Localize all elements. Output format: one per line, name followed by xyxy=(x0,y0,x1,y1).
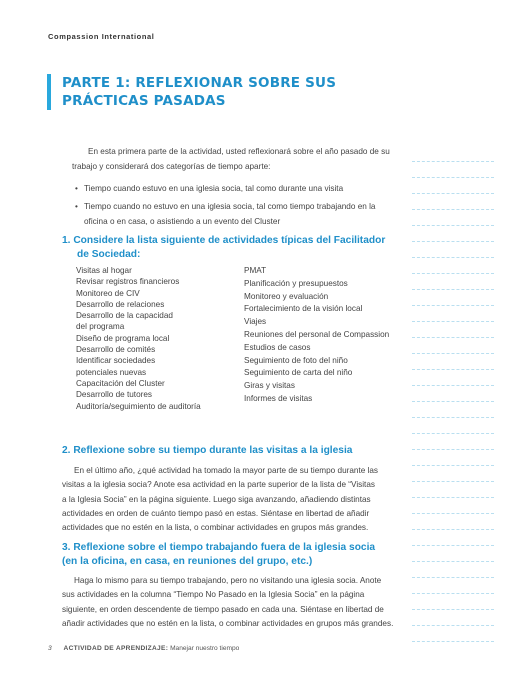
section-3-heading-line-2: (en la oficina, en casa, en reuniones del grupo, etc.) xyxy=(62,556,313,567)
page-footer xyxy=(48,645,239,652)
activity-item: Desarrollo de comités xyxy=(76,345,156,355)
paragraph-line: sus actividades en la columna “Tiempo No Pasado en la Iglesia Socia” en la página xyxy=(62,590,365,600)
note-line xyxy=(412,210,494,226)
note-line xyxy=(412,194,494,210)
activity-item: Desarrollo de la capacidad xyxy=(76,311,173,321)
section-1-heading-line-1: 1. Considere la lista siguiente de actividades típicas del Facilitador xyxy=(62,235,386,246)
page-title-line-1: PARTE 1: REFLEXIONAR SOBRE SUS xyxy=(62,75,337,91)
activity-item: Planificación y presupuestos xyxy=(244,278,348,288)
activity-item: Desarrollo de relaciones xyxy=(76,299,165,309)
note-line xyxy=(412,402,494,418)
page-title xyxy=(62,74,362,110)
note-line xyxy=(412,482,494,498)
activity-item: Seguimiento de foto del niño xyxy=(244,355,348,365)
paragraph-line: siguiente, en orden descendente de tiempo pasado en cada una. Siéntase en libertad de xyxy=(62,604,384,614)
note-line xyxy=(412,274,494,290)
activity-item: Auditoría/seguimiento de auditoría xyxy=(76,401,201,411)
note-line xyxy=(412,226,494,242)
activity-item: Diseño de programa local xyxy=(76,333,170,343)
paragraph-line: En el último año, ¿qué actividad ha tomado la mayor parte de su tiempo durante las xyxy=(74,466,379,475)
activity-item: Fortalecimiento de la visión local xyxy=(244,304,363,314)
paragraph-line: actividades que no estén en la lista, o combinar actividades en grupos más grandes. xyxy=(62,523,369,533)
footer-subtitle: Manejar nuestro tiempo xyxy=(170,645,240,652)
note-line xyxy=(412,146,494,162)
section-2-heading: 2. Reflexione sobre su tiempo durante las visitas a la iglesia xyxy=(62,445,353,456)
activity-item: Monitoreo de CIV xyxy=(76,288,140,298)
activity-item: PMAT xyxy=(244,266,267,275)
note-line xyxy=(412,386,494,402)
notes-lines xyxy=(412,146,494,642)
activity-item: Revisar registros financieros xyxy=(76,277,180,287)
activity-item: Identificar sociedades xyxy=(76,356,156,366)
note-line xyxy=(412,466,494,482)
note-line xyxy=(412,178,494,194)
org-name: Compassion International xyxy=(48,32,155,41)
page-number: 3 xyxy=(48,645,52,652)
activity-item: Reuniones del personal de Compassion xyxy=(244,329,390,339)
activity-item: Viajes xyxy=(244,317,267,327)
note-line xyxy=(412,578,494,594)
note-line xyxy=(412,418,494,434)
activity-item: Visitas al hogar xyxy=(76,266,132,275)
note-line xyxy=(412,370,494,386)
section-1-heading-line-2: de Sociedad: xyxy=(77,249,141,260)
paragraph-line: actividades en orden de cuánto tiempo pasó en estas. Siéntase en libertad de añadir xyxy=(62,508,370,518)
section-3-paragraph xyxy=(62,574,394,631)
activities-left-column xyxy=(76,265,226,412)
footer-activity-label: ACTIVIDAD DE APRENDIZAJE: xyxy=(63,645,169,652)
note-line xyxy=(412,626,494,642)
page-title-line-2: PRÁCTICAS PASADAS xyxy=(62,93,226,109)
intro-bullet-1: • Tiempo cuando estuvo en una iglesia socia, tal como durante una visita xyxy=(72,181,394,196)
section-3-heading-line-1: 3. Reflexione sobre el tiempo trabajando fuera de la iglesia socia xyxy=(62,542,376,553)
note-line xyxy=(412,530,494,546)
activity-item: Estudios de casos xyxy=(244,342,311,352)
note-line xyxy=(412,546,494,562)
activity-item: potenciales nuevas xyxy=(76,367,147,377)
activity-item: Seguimiento de carta del niño xyxy=(244,368,353,378)
section-2-paragraph xyxy=(62,464,394,535)
note-line xyxy=(412,322,494,338)
activity-item: Desarrollo de tutores xyxy=(76,390,152,400)
title-accent-bar xyxy=(47,74,51,110)
paragraph-line: a la Iglesia Socia” en la página siguiente. Luego siga avanzando, añadiendo distintas xyxy=(62,494,371,504)
note-line xyxy=(412,290,494,306)
note-line xyxy=(412,434,494,450)
activity-item: Capacitación del Cluster xyxy=(76,378,165,388)
paragraph-line: visitas a la iglesia socia? Anote esa actividad en la parte superior de la lista de “Visitas xyxy=(62,480,375,490)
note-line xyxy=(412,594,494,610)
note-line xyxy=(412,354,494,370)
note-line xyxy=(412,498,494,514)
intro-section xyxy=(72,144,394,239)
paragraph-line: añadir actividades que no estén en la lista, o combinar actividades en grupos más grandes. xyxy=(62,618,394,628)
note-line xyxy=(412,514,494,530)
note-line xyxy=(412,450,494,466)
note-line xyxy=(412,258,494,274)
note-line xyxy=(412,562,494,578)
activity-item: Informes de visitas xyxy=(244,393,313,403)
note-line xyxy=(412,162,494,178)
note-line xyxy=(412,242,494,258)
intro-bullets xyxy=(72,181,394,230)
activities-right-column xyxy=(244,265,404,406)
activity-item: del programa xyxy=(76,322,125,332)
note-line xyxy=(412,338,494,354)
intro-paragraph: En esta primera parte de la actividad, usted reflexionará sobre el año pasado de su trabajo y considerará dos categorías de tiempo aparte: xyxy=(72,147,390,172)
section-1-heading xyxy=(62,234,392,262)
note-line xyxy=(412,306,494,322)
activity-item: Monitoreo y evaluación xyxy=(244,291,329,301)
intro-bullet-2: • Tiempo cuando no estuvo en una iglesia socia, tal como tiempo trabajando en la oficina o en casa, o asistiendo a un evento del Cluster xyxy=(72,199,394,230)
section-3-heading xyxy=(62,541,392,569)
note-line xyxy=(412,610,494,626)
activity-item: Giras y visitas xyxy=(244,381,295,391)
paragraph-line: Haga lo mismo para su tiempo trabajando, pero no visitando una iglesia socia. Anote xyxy=(74,576,382,585)
